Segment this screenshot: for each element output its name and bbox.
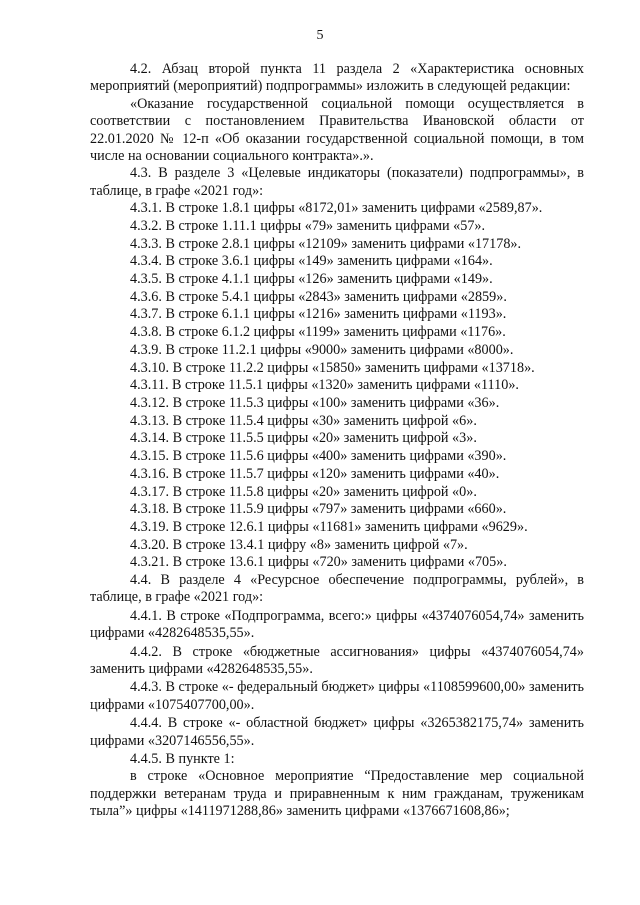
paragraph-4-4-1: 4.4.1. В строке «Подпрограмма, всего:» цифры «4374076054,74» заменить цифрами «4282648535,55». <box>90 607 584 642</box>
paragraph-4-4: 4.4. В разделе 4 «Ресурсное обеспечение подпрограммы, рублей», в таблице, в графе «2021 год»: <box>90 572 584 606</box>
list-item: 4.3.21. В строке 13.6.1 цифры «720» заменить цифрами «705». <box>130 554 507 571</box>
paragraph-quote: «Оказание государственной социальной помощи осуществляется в соответствии с постановлением Правительства Ивановской области от 22.01.2020 № 12-п «Об оказании государственной социальной помощи, в том числе на основании социального контракта».». <box>90 95 584 165</box>
paragraph-4-4-5: 4.4.5. В пункте 1: <box>130 751 235 768</box>
list-item: 4.3.1. В строке 1.8.1 цифры «8172,01» заменить цифрами «2589,87». <box>130 200 543 217</box>
list-4-3 <box>90 200 584 572</box>
list-item: 4.3.17. В строке 11.5.8 цифры «20» заменить цифрой «0». <box>130 483 477 500</box>
document-body <box>90 61 584 821</box>
list-item: 4.3.18. В строке 11.5.9 цифры «797» заменить цифрами «660». <box>130 501 507 518</box>
paragraph-4-4-4: 4.4.4. В строке «- областной бюджет» цифры «3265382175,74» заменить цифрами «3207146556,55». <box>90 715 584 749</box>
list-item: 4.3.10. В строке 11.2.2 цифры «15850» заменить цифрами «13718». <box>130 359 535 376</box>
list-item: 4.3.6. В строке 5.4.1 цифры «2843» заменить цифрами «2859». <box>130 288 507 305</box>
list-item: 4.3.5. В строке 4.1.1 цифры «126» заменить цифрами «149». <box>130 271 493 288</box>
list-item: 4.3.9. В строке 11.2.1 цифры «9000» заменить цифрами «8000». <box>130 341 514 358</box>
list-item: 4.3.13. В строке 11.5.4 цифры «30» заменить цифрой «6». <box>130 412 477 429</box>
list-item: 4.3.15. В строке 11.5.6 цифры «400» заменить цифрами «390». <box>130 448 507 465</box>
list-item: 4.3.19. В строке 12.6.1 цифры «11681» заменить цифрами «9629». <box>130 518 528 535</box>
paragraph-4-4-2: 4.4.2. В строке «бюджетные ассигнования» цифры «4374076054,74» заменить цифрами «4282648535,55». <box>90 643 584 678</box>
list-item: 4.3.2. В строке 1.11.1 цифры «79» заменить цифрами «57». <box>130 217 486 234</box>
list-item: 4.3.12. В строке 11.5.3 цифры «100» заменить цифрами «36». <box>130 394 500 411</box>
list-item: 4.3.14. В строке 11.5.5 цифры «20» заменить цифрой «3». <box>130 430 477 447</box>
list-item: 4.3.16. В строке 11.5.7 цифры «120» заменить цифрами «40». <box>130 465 500 482</box>
list-item: 4.3.11. В строке 11.5.1 цифры «1320» заменить цифрами «1110». <box>130 377 519 394</box>
list-item: 4.3.8. В строке 6.1.2 цифры «1199» заменить цифрами «1176». <box>130 324 506 341</box>
list-item: 4.3.20. В строке 13.4.1 цифру «8» заменить цифрой «7». <box>130 536 468 553</box>
list-item: 4.3.4. В строке 3.6.1 цифры «149» заменить цифрами «164». <box>130 253 493 270</box>
paragraph-last: в строке «Основное мероприятие “Предоставление мер социальной поддержки ветеранам труда и приравненным к ним гражданам, труженикам тыла”» цифры «1411971288,86» заменить цифрами «1376671608,86»; <box>90 768 584 820</box>
paragraph-4-4-3: 4.4.3. В строке «- федеральный бюджет» цифры «1108599600,00» заменить цифрами «1075407700,00». <box>90 679 584 713</box>
paragraph-4-2: 4.2. Абзац второй пункта 11 раздела 2 «Характеристика основных мероприятий (мероприятий) подпрограммы» изложить в следующей редакции: <box>90 61 584 95</box>
list-item: 4.3.7. В строке 6.1.1 цифры «1216» заменить цифрами «1193». <box>130 306 507 323</box>
list-item: 4.3.3. В строке 2.8.1 цифры «12109» заменить цифрами «17178». <box>130 235 522 252</box>
page-number: 5 <box>316 28 324 43</box>
paragraph-4-3: 4.3. В разделе 3 «Целевые индикаторы (показатели) подпрограммы», в таблице, в графе «2021 год»: <box>90 165 584 199</box>
